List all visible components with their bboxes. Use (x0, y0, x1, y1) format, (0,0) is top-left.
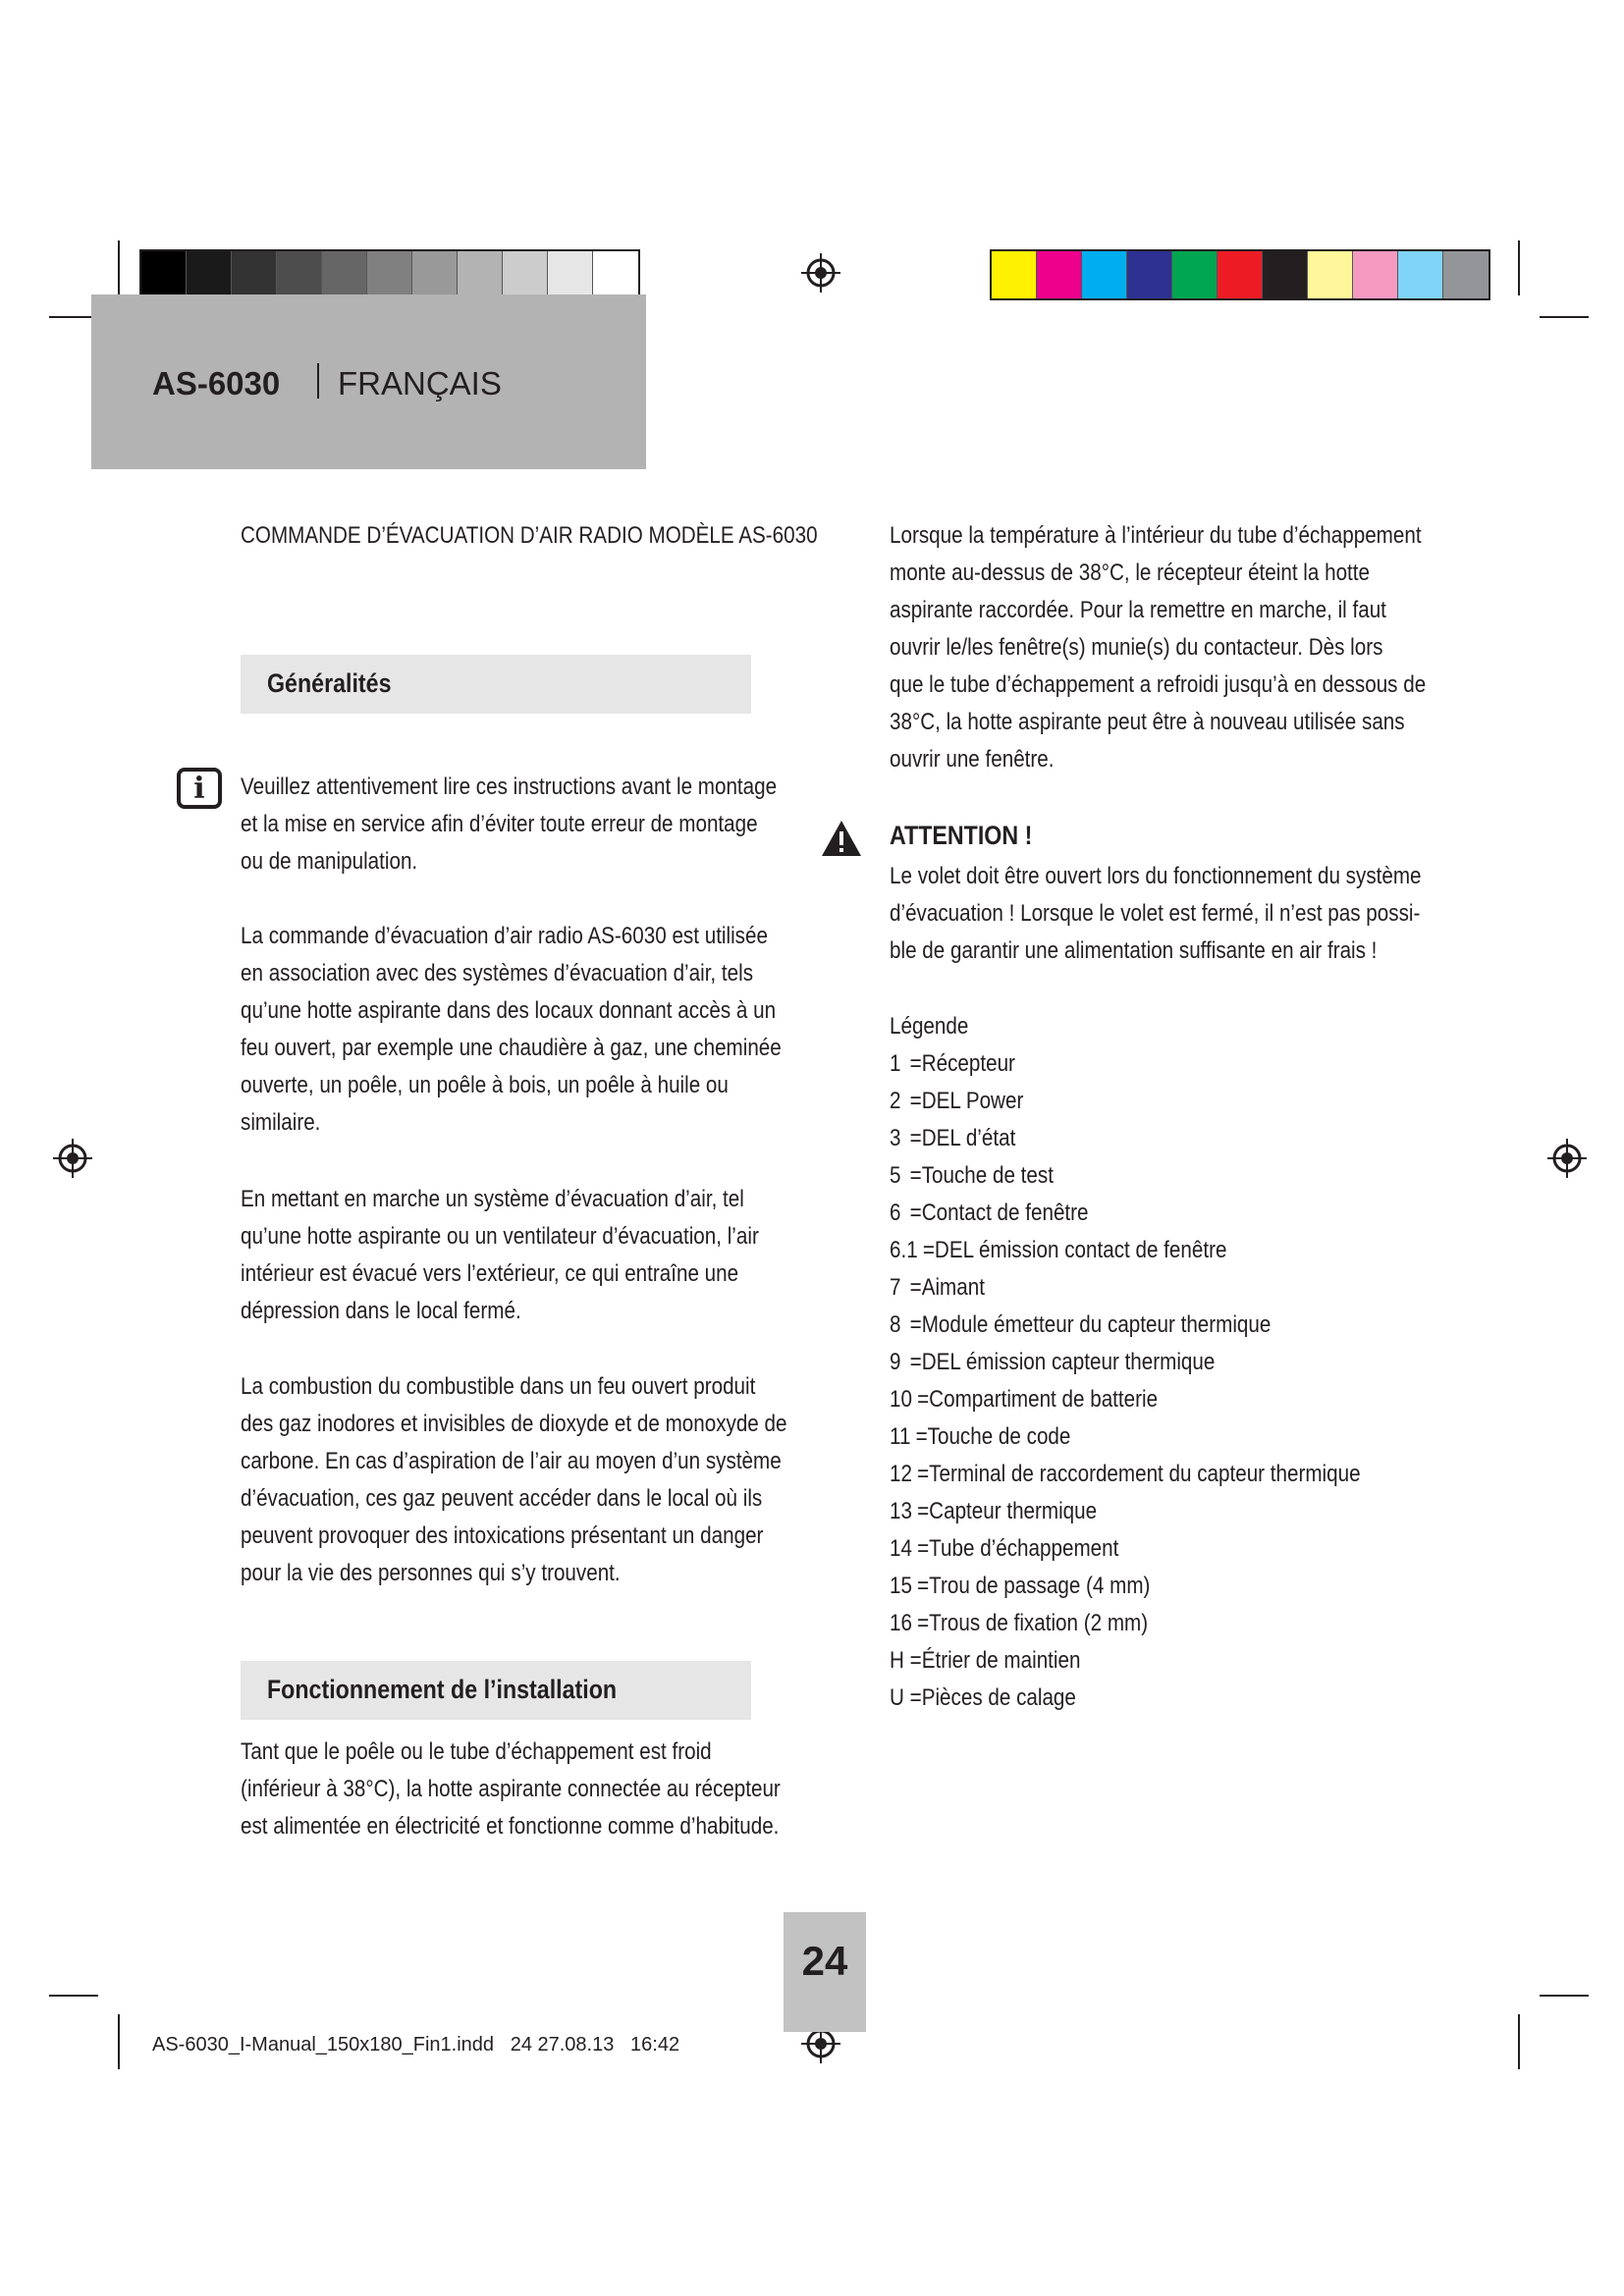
text-line: En mettant en marche un système d’évacuation d’air, tel (241, 1186, 744, 1212)
text-line: qu’une hotte aspirante ou un ventilateur d’évacuation, l’air (241, 1223, 759, 1250)
legend-item (890, 1605, 1361, 1642)
legend-item (890, 1530, 1361, 1568)
paragraph (241, 1734, 781, 1845)
crop-mark (1540, 1995, 1589, 1997)
legend-item (890, 1157, 1361, 1195)
legend-item (890, 1344, 1361, 1381)
text-line: que le tube d’échappement a refroidi jusqu’à en dessous de (890, 671, 1427, 698)
text-line: (inférieur à 38°C), la hotte aspirante connectée au récepteur (241, 1776, 781, 1802)
text-line: en association avec des systèmes d’évacuation d’air, tels (241, 960, 754, 987)
legend-key: 14 (890, 1535, 912, 1562)
color-swatch (1082, 251, 1127, 298)
legend-key: 7 (890, 1274, 901, 1301)
text-line: Le volet doit être ouvert lors du fonctionnement du système (890, 863, 1422, 889)
text-line: similaire. (241, 1109, 321, 1136)
legend-item (890, 1642, 1361, 1680)
attention-text (890, 858, 1422, 970)
crop-mark (1518, 2014, 1520, 2069)
page-header (91, 294, 646, 469)
attention-title: ATTENTION ! (890, 821, 1033, 850)
section-heading: Fonctionnement de l’installation (267, 1675, 618, 1704)
color-swatch (1398, 251, 1443, 298)
section-heading: Généralités (267, 668, 392, 698)
legend-label: =Terminal de raccordement du capteur thermique (917, 1461, 1361, 1487)
text-line: Veuillez attentivement lire ces instructions avant le montage (241, 774, 778, 800)
legend-label: =Module émetteur du capteur thermique (909, 1311, 1272, 1338)
legend-key: H (890, 1647, 904, 1674)
text-line: pour la vie des personnes qui s’y trouvent. (241, 1560, 621, 1586)
gray-swatch (187, 251, 232, 298)
crop-mark (1518, 240, 1520, 295)
model-name: AS-6030 (152, 365, 281, 401)
text-line: monte au-dessus de 38°C, le récepteur éteint la hotte (890, 560, 1371, 586)
process-color-bar (990, 249, 1490, 300)
legend-item (890, 1568, 1361, 1605)
text-line: ou de manipulation. (241, 848, 418, 875)
text-line: ouvrir le/les fenêtre(s) munie(s) du contacteur. Dès lors (890, 634, 1383, 661)
text-line: feu ouvert, par exemple une chaudière à gaz, une cheminée (241, 1035, 782, 1061)
legend-key: 16 (890, 1610, 912, 1636)
text-line: carbone. En cas d’aspiration de l’air au moyen d’un système (241, 1448, 782, 1474)
paragraph (241, 1181, 759, 1330)
header-divider (317, 363, 319, 399)
text-line: La commande d’évacuation d’air radio AS-6030 est utilisée (241, 923, 768, 949)
legend-label: =Compartiment de batterie (917, 1386, 1159, 1413)
gray-swatch (141, 251, 187, 298)
color-swatch (1218, 251, 1263, 298)
color-swatch (1127, 251, 1172, 298)
legend-key: 9 (890, 1349, 901, 1375)
color-swatch (1443, 251, 1489, 298)
text-line: La combustion du combustible dans un feu ouvert produit (241, 1373, 756, 1400)
legend-item (890, 1045, 1361, 1083)
color-swatch (1172, 251, 1218, 298)
text-line: peuvent provoquer des intoxications présentant un danger (241, 1522, 764, 1549)
legend-key: 12 (890, 1461, 912, 1487)
legend-key: 8 (890, 1311, 901, 1338)
warning-icon (820, 819, 863, 858)
legend-key: 13 (890, 1498, 912, 1524)
legend-item (890, 1680, 1361, 1717)
legend-label: =DEL émission capteur thermique (909, 1349, 1216, 1375)
color-swatch (1308, 251, 1353, 298)
color-swatch (1353, 251, 1398, 298)
text-line: ble de garantir une alimentation suffisante en air frais ! (890, 937, 1378, 964)
legend-label: =Trou de passage (4 mm) (917, 1573, 1151, 1599)
paragraph (241, 1368, 786, 1592)
section-heading-box (241, 655, 751, 714)
text-line: et la mise en service afin d’éviter toute erreur de montage (241, 811, 758, 837)
legend-item (890, 1083, 1361, 1120)
legend-item (890, 1456, 1361, 1493)
registration-mark-icon (801, 253, 840, 293)
text-line: d’évacuation, ces gaz peuvent accéder dans le local où ils (241, 1485, 763, 1512)
legend-label: =Touche de code (915, 1423, 1071, 1450)
legend-label: =Tube d’échappement (917, 1535, 1119, 1562)
legend-key: 10 (890, 1386, 912, 1413)
legend-key: 1 (890, 1050, 901, 1077)
legend-item (890, 1232, 1361, 1269)
legend-label: =Aimant (909, 1274, 985, 1301)
text-line: 38°C, la hotte aspirante peut être à nouveau utilisée sans (890, 709, 1405, 735)
legend-key: 11 (890, 1423, 911, 1450)
legend-key: 3 (890, 1125, 901, 1151)
crop-mark (118, 240, 120, 295)
page-number: 24 (801, 1938, 848, 1984)
registration-mark-icon (1547, 1139, 1587, 1178)
legend-item (890, 1307, 1361, 1344)
color-swatch (992, 251, 1037, 298)
registration-mark-icon (53, 1139, 92, 1178)
section-heading-box (241, 1661, 751, 1720)
gray-swatch (458, 251, 503, 298)
grayscale-color-bar (139, 249, 640, 300)
text-line: d’évacuation ! Lorsque le volet est fermé, il n’est pas possi- (890, 900, 1421, 927)
gray-swatch (322, 251, 367, 298)
legend-label: =Pièces de calage (909, 1684, 1076, 1711)
text-line: qu’une hotte aspirante dans des locaux donnant accès à un (241, 997, 777, 1024)
legend-item (890, 1195, 1361, 1232)
crop-mark (49, 1995, 98, 1997)
legend-label: =DEL émission contact de fenêtre (922, 1237, 1227, 1263)
legend-label: =DEL d’état (909, 1125, 1016, 1151)
legend-key: 6 (890, 1200, 901, 1226)
legend-key: 5 (890, 1162, 901, 1189)
gray-swatch (503, 251, 548, 298)
text-line: ouvrir une fenêtre. (890, 746, 1055, 773)
gray-swatch (548, 251, 593, 298)
gray-swatch (367, 251, 412, 298)
paragraph (241, 769, 777, 881)
legend-item (890, 1418, 1361, 1456)
text-line: Lorsque la température à l’intérieur du tube d’échappement (890, 522, 1422, 549)
legend-label: =Récepteur (909, 1050, 1015, 1077)
paragraph (241, 918, 782, 1142)
legend-title: Légende (890, 1013, 969, 1040)
gray-swatch (232, 251, 277, 298)
legend-key: 2 (890, 1088, 901, 1114)
legend-item (890, 1381, 1361, 1418)
gray-swatch (593, 251, 638, 298)
document-title: COMMANDE D’ÉVACUATION D’AIR RADIO MODÈLE AS-6030 (241, 522, 818, 549)
legend-label: =Trous de fixation (2 mm) (917, 1610, 1149, 1636)
footer-slug: AS-6030_I-Manual_150x180_Fin1.indd 24 27.08.13 16:42 (152, 2034, 680, 2056)
legend-key: 15 (890, 1573, 912, 1599)
color-swatch (1263, 251, 1308, 298)
crop-mark (1540, 316, 1589, 318)
text-line: ouverte, un poêle, un poêle à bois, un poêle à huile ou (241, 1072, 729, 1098)
paragraph (890, 517, 1426, 778)
legend-label: =Contact de fenêtre (909, 1200, 1089, 1226)
legend-label: =Capteur thermique (917, 1498, 1098, 1524)
color-swatch (1037, 251, 1082, 298)
gray-swatch (412, 251, 458, 298)
legend-item (890, 1269, 1361, 1307)
text-line: aspirante raccordée. Pour la remettre en marche, il faut (890, 597, 1386, 623)
text-line: est alimentée en électricité et fonctionne comme d’habitude. (241, 1813, 780, 1840)
crop-mark (118, 2014, 120, 2069)
text-line: des gaz inodores et invisibles de dioxyde et de monoxyde de (241, 1411, 787, 1437)
legend-item (890, 1120, 1361, 1157)
legend-label: =Touche de test (909, 1162, 1054, 1189)
legend-item (890, 1493, 1361, 1530)
legend-label: =DEL Power (909, 1088, 1024, 1114)
gray-swatch (277, 251, 322, 298)
language-label: FRANÇAIS (338, 365, 502, 401)
legend-label: =Étrier de maintien (909, 1647, 1081, 1674)
text-line: intérieur est évacué vers l’extérieur, ce qui entraîne une (241, 1260, 739, 1287)
legend-key: 6.1 (890, 1237, 918, 1263)
legend-key: U (890, 1684, 904, 1711)
legend-list (890, 1045, 1361, 1717)
text-line: dépression dans le local fermé. (241, 1298, 521, 1324)
info-icon: i (177, 768, 222, 809)
page-number-box (784, 1912, 866, 2032)
text-line: Tant que le poêle ou le tube d’échappement est froid (241, 1738, 712, 1765)
